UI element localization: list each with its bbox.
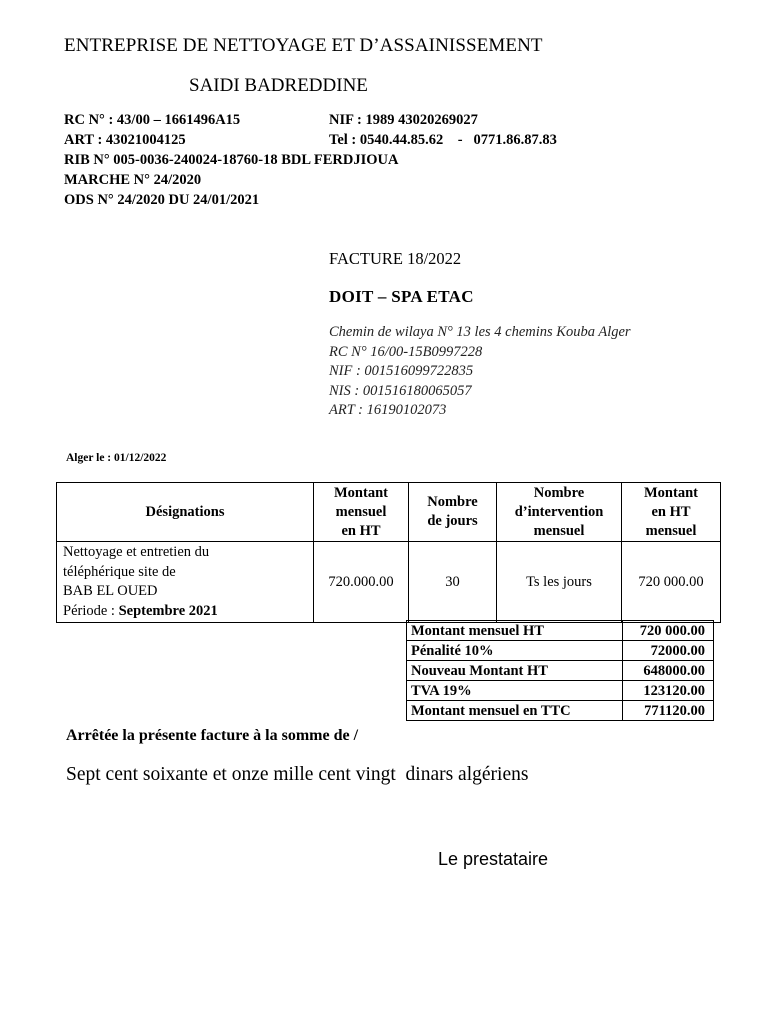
company-art: ART : 43021004125 (64, 132, 186, 148)
company-tel: Tel : 0540.44.85.62 - 0771.86.87.83 (329, 132, 557, 148)
invoice-table (56, 482, 721, 623)
amount-statement-label: Arrêtée la présente facture à la somme de / (66, 727, 359, 744)
header-jours: Nombre de jours (409, 483, 497, 542)
company-rc: RC N° : 43/00 – 1661496A15 (64, 112, 241, 128)
total-value: 771120.00 (623, 701, 714, 721)
client-rc: RC N° 16/00-15B0997228 (329, 343, 483, 360)
client-nif: NIF : 001516099722835 (329, 363, 474, 380)
owner-name: SAIDI BADREDDINE (189, 75, 368, 96)
amount-in-words: Sept cent soixante et onze mille cent vingt dinars algériens (66, 764, 529, 785)
header-montant-ht: Montant mensuel en HT (314, 483, 409, 542)
company-rib: RIB N° 005-0036-240024-18760-18 BDL FERDJIOUA (64, 152, 399, 168)
client-address: Chemin de wilaya N° 13 les 4 chemins Kouba Alger (329, 324, 631, 340)
total-row (407, 621, 714, 641)
company-nif: NIF : 1989 43020269027 (329, 112, 478, 128)
marche-number: MARCHE N° 24/2020 (64, 172, 202, 188)
total-value: 720 000.00 (623, 621, 714, 641)
total-value: 72000.00 (623, 641, 714, 661)
total-row (407, 681, 714, 701)
cell-montant-ht-mensuel: 720 000.00 (622, 542, 721, 623)
total-label: TVA 19% (407, 681, 623, 701)
client-art: ART : 16190102073 (329, 402, 447, 419)
table-header-row (57, 483, 721, 542)
company-name: ENTREPRISE DE NETTOYAGE ET D’ASSAINISSEMENT (64, 35, 543, 56)
client-details (329, 323, 631, 421)
header-intervention: Nombre d’intervention mensuel (497, 483, 622, 542)
total-row (407, 701, 714, 721)
provider-signature-label: Le prestataire (438, 849, 549, 869)
invoice-date: Alger le : 01/12/2022 (66, 452, 167, 464)
total-value: 648000.00 (623, 661, 714, 681)
client-nis: NIS : 001516180065057 (329, 382, 472, 399)
total-value: 123120.00 (623, 681, 714, 701)
total-row (407, 661, 714, 681)
ods-number: ODS N° 24/2020 DU 24/01/2021 (64, 192, 260, 208)
invoice-number: FACTURE 18/2022 (329, 249, 462, 268)
totals-table (406, 620, 714, 721)
table-row (57, 542, 721, 623)
cell-jours: 30 (409, 542, 497, 623)
total-row (407, 641, 714, 661)
total-label: Pénalité 10% (407, 641, 623, 661)
invoice-recipient: DOIT – SPA ETAC (329, 287, 474, 306)
total-label: Nouveau Montant HT (407, 661, 623, 681)
header-designations: Désignations (57, 483, 314, 542)
cell-montant-ht: 720.000.00 (314, 542, 409, 623)
header-montant-ht-mensuel: Montant en HT mensuel (622, 483, 721, 542)
total-label: Montant mensuel en TTC (407, 701, 623, 721)
cell-designation: Nettoyage et entretien du téléphérique site de BAB EL OUED Période : Septembre 2021 (57, 542, 314, 623)
cell-intervention: Ts les jours (497, 542, 622, 623)
total-label: Montant mensuel HT (407, 621, 623, 641)
